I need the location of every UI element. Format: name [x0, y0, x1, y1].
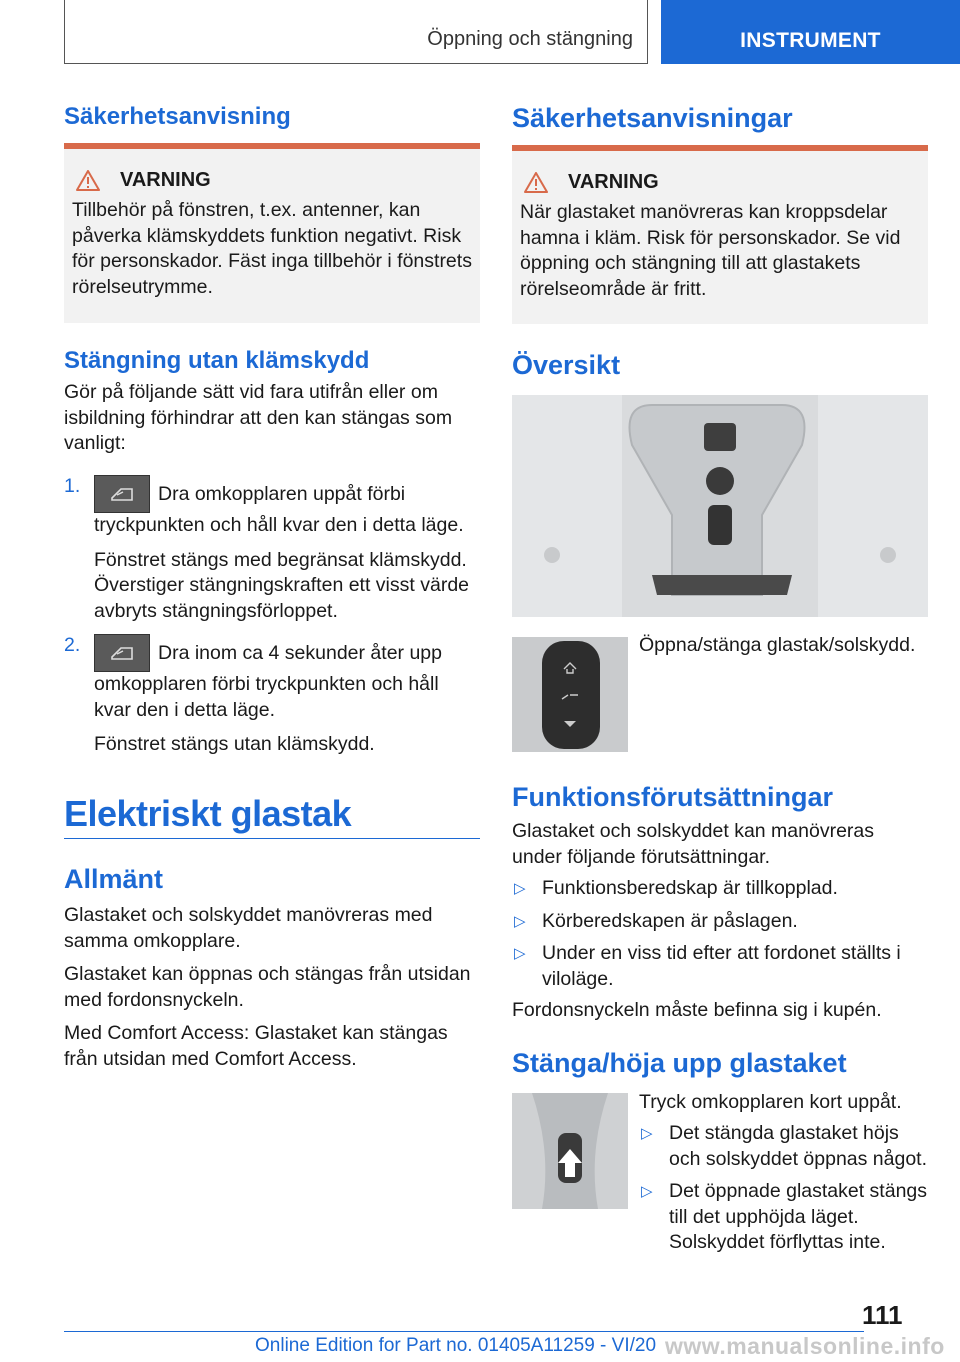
overview-heading: Översikt — [512, 350, 621, 380]
overview-caption: Öppna/stänga glastak/solskydd. — [639, 634, 916, 656]
step-2 — [64, 634, 480, 758]
safety-heading: Säkerhetsanvisning — [64, 103, 291, 130]
warning-title: VARNING — [520, 171, 920, 194]
heading-rule — [64, 838, 480, 839]
bullet-icon: ▷ — [514, 880, 526, 897]
list-item: ▷ Körberedskapen är påslagen. — [512, 909, 928, 935]
footer-rule — [64, 1331, 864, 1332]
warning-icon — [524, 172, 548, 193]
chapter-tab — [661, 0, 960, 64]
safety-heading: Säkerhetsanvisningar — [512, 103, 793, 133]
prereq-intro: Glastaket och solskyddet kan manövreras under följande förutsättningar. — [512, 820, 875, 868]
step-1 — [64, 475, 480, 624]
list-item: ▷ Under en viss tid efter att fordonet ställts i viloläge. — [514, 942, 901, 990]
warning-text: När glastaket manövreras kan kroppsdelar hamna i kläm. Risk för personskador. Se vid öppning och stängning till att glastakets rörelseområde är fritt. — [520, 201, 901, 300]
bullet-icon: ▷ — [514, 912, 526, 930]
close-list — [639, 1121, 929, 1256]
switch-closeup-photo — [512, 637, 628, 752]
step-note: Fönstret stängs med begränsat klämskydd. Överstiger stängningskraften ett visst värde avbryts stängningsförloppet. — [94, 548, 470, 622]
prereq-heading: Funktionsförutsättningar — [512, 782, 833, 812]
warning-title: VARNING — [72, 169, 472, 192]
bullet-icon: ▷ — [641, 1183, 653, 1200]
watermark: www.manualsonline.info — [665, 1333, 945, 1359]
list-item: ▷ Det öppnade glastaket stängs till det upphöjda läget. Solskyddet förflyttas inte. — [641, 1180, 928, 1253]
step-text: Dra inom ca 4 sekunder åter upp omkopplaren förbi tryckpunkten och håll kvar den i detta läge. — [94, 642, 442, 721]
step-number: 1. — [64, 475, 81, 497]
close-intro: Tryck omkopplaren kort uppåt. — [639, 1091, 902, 1113]
list-item: ▷ Funktionsberedskap är tillkopplad. — [512, 876, 928, 902]
paragraph: Glastaket och solskyddet manövreras med samma omkopplare. — [64, 904, 433, 952]
close-switch-photo — [512, 1093, 628, 1209]
close-heading: Stänga/höja upp glastaket — [512, 1048, 847, 1078]
prereq-note: Fordonsnyckeln måste befinna sig i kupén. — [512, 999, 882, 1021]
warning-icon — [76, 170, 100, 191]
section-tab — [64, 0, 648, 64]
roof-console-photo — [512, 395, 928, 617]
step-note: Fönstret stängs utan klämskydd. — [94, 733, 375, 755]
bullet-icon: ▷ — [514, 945, 526, 962]
closing-heading: Stängning utan klämskydd — [64, 347, 370, 374]
page-number: 111 — [862, 1300, 903, 1330]
step-text: Dra omkopplaren uppåt förbi tryckpunkten och håll kvar den i detta läge. — [94, 483, 464, 536]
closing-intro: Gör på följande sätt vid fara utifrån eller om isbildning förhindrar att den kan stängas som vanligt: — [64, 381, 453, 454]
step-number: 2. — [64, 634, 81, 656]
general-paragraphs — [64, 903, 480, 1072]
main-heading: Elektriskt glastak — [64, 793, 352, 834]
warning-box — [64, 143, 480, 323]
prereq-list — [512, 876, 928, 992]
window-switch-icon — [94, 475, 150, 513]
list-item: ▷ Det stängda glastaket höjs och solskyddet öppnas något. — [641, 1122, 928, 1170]
bullet-icon: ▷ — [641, 1125, 653, 1142]
edition-text: Online Edition for Part no. 01405A11259 - VI/20 — [255, 1335, 657, 1356]
chapter-tab-label: INSTRUMENT — [740, 29, 881, 52]
general-heading: Allmänt — [64, 864, 164, 894]
section-tab-label: Öppning och stängning — [427, 28, 633, 50]
paragraph: Med Comfort Access: Glastaket kan stängas från utsidan med Comfort Access. — [64, 1022, 448, 1070]
warning-box — [512, 145, 928, 324]
window-switch-icon — [94, 634, 150, 672]
warning-text: Tillbehör på fönstren, t.ex. antenner, kan påverka klämskyddets funktion negativt. Risk för personskador. Fäst inga tillbehör i fönstrets rörelseutrymme. — [72, 199, 472, 298]
paragraph: Glastaket kan öppnas och stängas från utsidan med fordonsnyckeln. — [64, 963, 471, 1011]
